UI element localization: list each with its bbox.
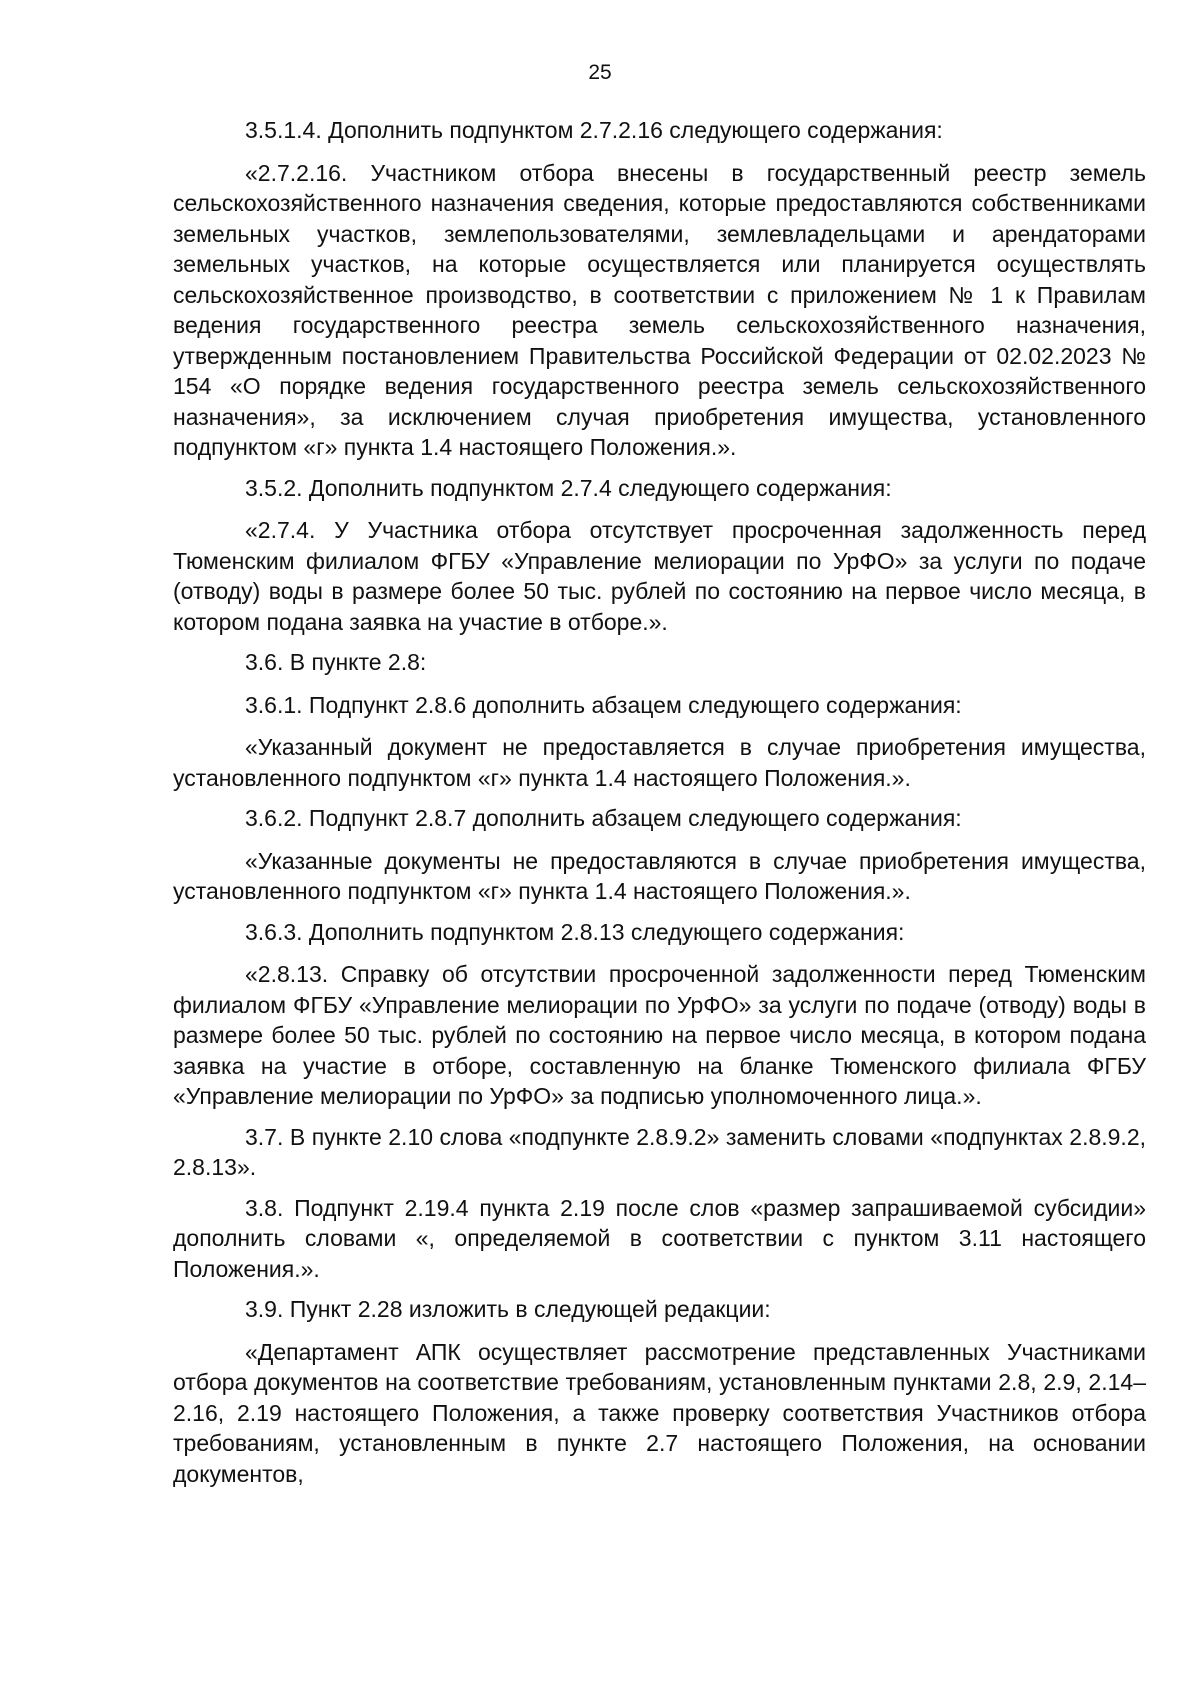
paragraph-3-8: 3.8. Подпункт 2.19.4 пункта 2.19 после слов «размер запрашиваемой субсидии» дополнить словами «, определяемой в соответствии с пунктом 3.11 настоящего Положения.». [173,1194,1146,1282]
paragraph-3-5-1-4: 3.5.1.4. Дополнить подпунктом 2.7.2.16 следующего содержания: [245,117,943,143]
paragraph-3-6-3: 3.6.3. Дополнить подпунктом 2.8.13 следующего содержания: [245,918,905,945]
paragraph-quote-2-8-13: «2.8.13. Справку об отсутствии просроченной задолженности перед Тюменским филиалом ФГБУ «Управление мелиорации по УрФО» за услуги по подаче (отводу) воды в размере более 50 тыс. рублей по состоянию на первое число месяца, в котором подана заявка на участие в отборе, составленную на бланке Тюменского филиала ФГБУ «Управление мелиорации по УрФО» за подписью уполномоченного лица.». [173,961,1146,1109]
paragraph-quote-2-8-7: «Указанные документы не предоставляются в случае приобретения имущества, установленного подпунктом «г» пункта 1.4 настоящего Положения.». [173,847,1146,904]
page-number: 25 [588,61,612,84]
paragraph-3-5-2: 3.5.2. Дополнить подпунктом 2.7.4 следующего содержания: [245,474,892,501]
paragraph-3-9: 3.9. Пункт 2.28 изложить в следующей редакции: [245,1296,771,1322]
paragraph-3-6-2: 3.6.2. Подпункт 2.8.7 дополнить абзацем следующего содержания: [245,805,962,831]
paragraph-3-6: 3.6. В пункте 2.8: [245,649,427,675]
paragraph-3-6-1: 3.6.1. Подпункт 2.8.6 дополнить абзацем следующего содержания: [245,691,962,718]
paragraph-quote-2-28: «Департамент АПК осуществляет рассмотрение представленных Участниками отбора документов на соответствие требованиям, установленным пунктами 2.8, 2.9, 2.14–2.16, 2.19 настоящего Положения, а также проверку соответствия Участников отбора требованиям, установленным в пункте 2.7 настоящего Положения, на основании документов, [173,1338,1146,1487]
paragraph-quote-2-7-2-16: «2.7.2.16. Участником отбора внесены в государственный реестр земель сельскохозяйственного назначения сведения, которые предоставляются собственниками земельных участков, землепользователями, землевладельцами и арендаторами земельных участков, на которые осуществляется или планируется осуществлять сельскохозяйственное производство, в соответствии с приложением № 1 к Правилам ведения государственного реестра земель сельскохозяйственного назначения, утвержденным постановлением Правительства Российской Федерации от 02.02.2023 № 154 «О порядке ведения государственного реестра земель сельскохозяйственного назначения», за исключением случая приобретения имущества, установленного подпунктом «г» пункта 1.4 настоящего Положения.». [173,159,1146,460]
paragraph-3-7: 3.7. В пункте 2.10 слова «подпункте 2.8.9.2» заменить словами «подпунктах 2.8.9.2, 2.8.13». [173,1123,1146,1180]
document-body [173,115,1146,1489]
paragraph-quote-2-8-6: «Указанный документ не предоставляется в случае приобретения имущества, установленного подпунктом «г» пункта 1.4 настоящего Положения.». [173,734,1146,791]
paragraph-quote-2-7-4: «2.7.4. У Участника отбора отсутствует просроченная задолженность перед Тюменским филиалом ФГБУ «Управление мелиорации по УрФО» за услуги по подаче (отводу) воды в размере более 50 тыс. рублей по состоянию на первое число месяца, в котором подана заявка на участие в отборе.». [173,517,1146,635]
